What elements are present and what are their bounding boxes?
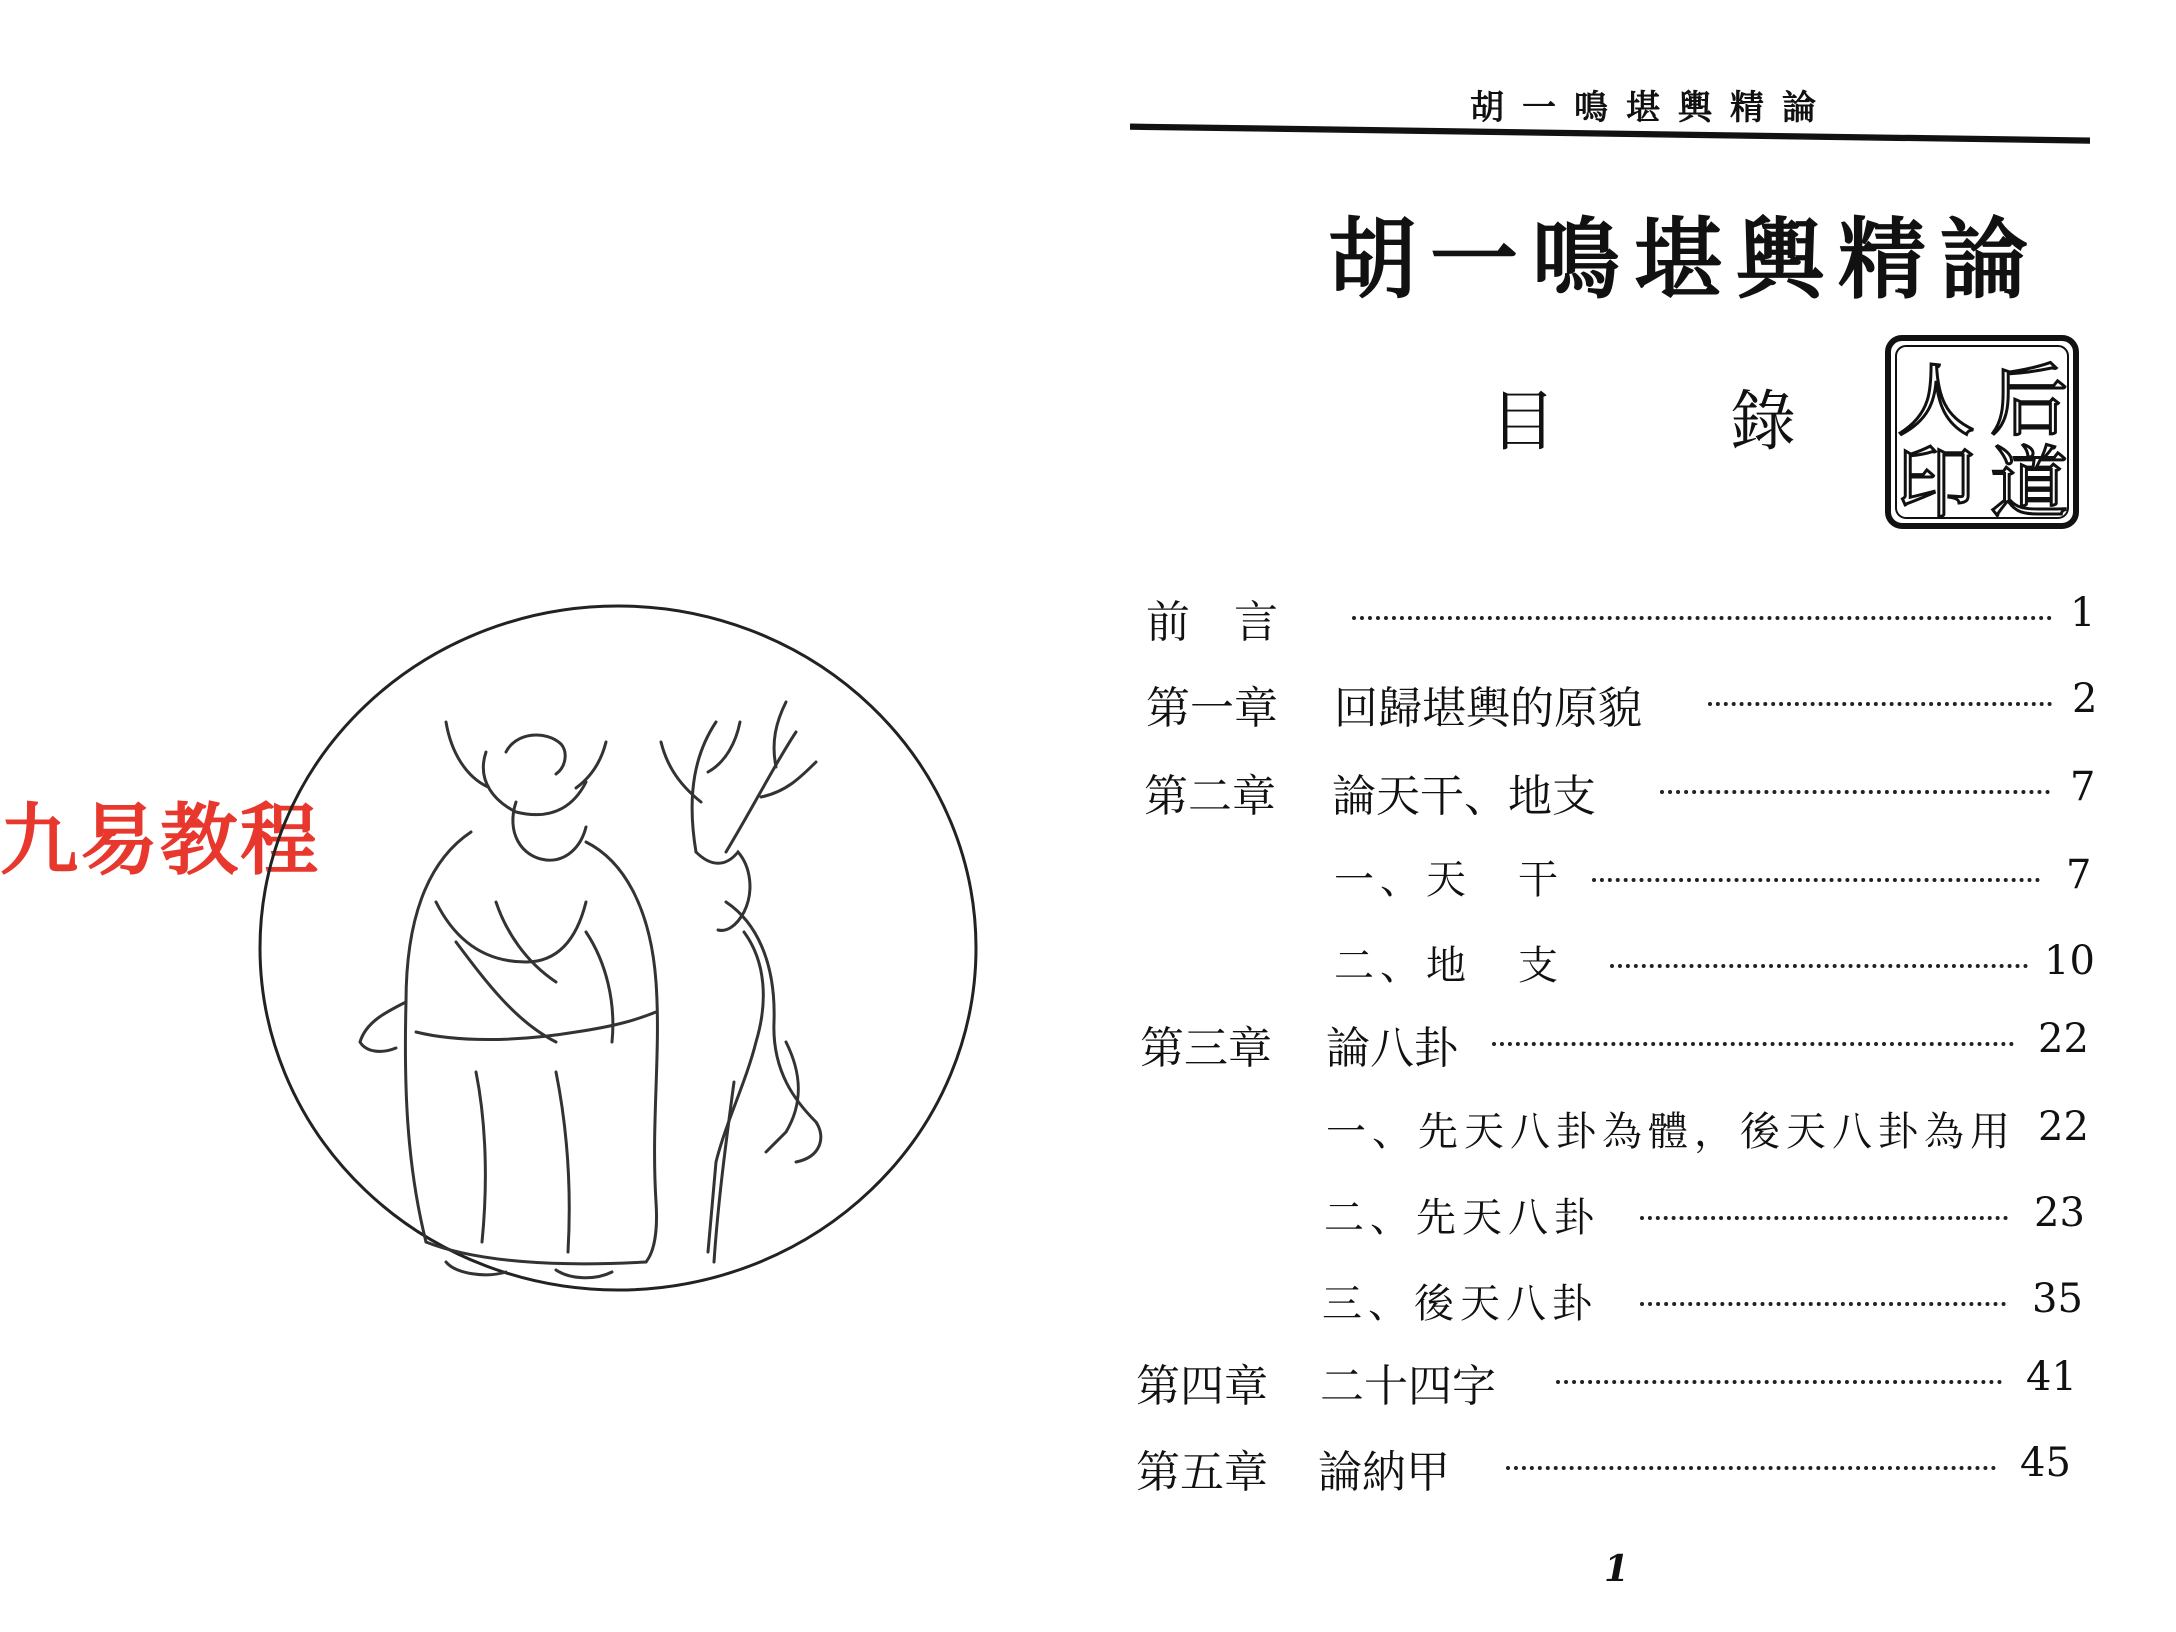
toc-entry-page: 10 xyxy=(2044,938,2095,984)
toc-entry[interactable] xyxy=(1146,586,2096,646)
toc-leader-dots xyxy=(1352,616,2052,620)
toc-entry-title: 二十四字 xyxy=(1320,1361,1496,1412)
toc-entry-title: 論納甲 xyxy=(1318,1447,1450,1498)
toc-entry-label: 第一章 xyxy=(1146,683,1278,734)
seal-char-2: 道 xyxy=(1989,439,2069,529)
toc-entry[interactable] xyxy=(1144,760,2094,820)
toc-leader-dots xyxy=(1506,1466,1996,1470)
seal-char-4: 印 xyxy=(1896,439,1976,529)
toc-entry-page: 1 xyxy=(2070,590,2096,636)
running-head: 胡一鳴堪輿精論 xyxy=(1470,88,1834,128)
toc-entry-page: 35 xyxy=(2032,1276,2083,1322)
toc-leader-dots xyxy=(1556,1380,2002,1384)
toc-heading-char-2: 錄 xyxy=(1730,383,1796,460)
toc-entry-label: 第五章 xyxy=(1136,1447,1268,1498)
toc-entry[interactable] xyxy=(1144,848,2094,908)
toc-leader-dots xyxy=(1610,964,2028,968)
toc-entry-label: 第二章 xyxy=(1144,771,1276,822)
toc-entry[interactable] xyxy=(1144,934,2094,994)
toc-entry-page: 23 xyxy=(2034,1190,2085,1236)
page-number: 1 xyxy=(1604,1548,1630,1590)
toc-entry-label: 第三章 xyxy=(1140,1023,1272,1074)
toc-leader-dots xyxy=(1660,790,2050,794)
toc-leader-dots xyxy=(1640,1216,2008,1220)
book-title: 胡一鳴堪輿精論 xyxy=(1328,207,2043,311)
toc-leader-dots xyxy=(1708,702,2052,706)
toc-entry-page: 22 xyxy=(2038,1104,2089,1150)
toc-entry-page: 22 xyxy=(2038,1016,2089,1062)
toc-entry[interactable] xyxy=(1140,1186,2090,1246)
toc-entry-page: 7 xyxy=(2066,852,2092,898)
toc-entry-title: 回歸堪輿的原貌 xyxy=(1334,683,1642,734)
toc-entry-title: 一、天 干 xyxy=(1334,857,1564,903)
toc-entry-title: 論天干、地支 xyxy=(1332,771,1596,822)
toc-entry-label: 前 言 xyxy=(1146,597,1278,648)
toc-entry[interactable] xyxy=(1140,1100,2090,1160)
toc-leader-dots xyxy=(1640,1302,2006,1306)
toc-entry[interactable] xyxy=(1136,1350,2086,1410)
toc-entry-title: 三、後天八卦 xyxy=(1322,1281,1598,1327)
toc-entry-label: 第四章 xyxy=(1136,1361,1268,1412)
toc-entry-title: 二、地 支 xyxy=(1334,943,1564,989)
toc-entry[interactable] xyxy=(1146,672,2096,732)
toc-entry-title: 二、先天八卦 xyxy=(1324,1195,1600,1241)
toc-entry[interactable] xyxy=(1140,1012,2090,1072)
toc-entry-title: 論八卦 xyxy=(1326,1023,1458,1074)
toc-entry[interactable] xyxy=(1140,1272,2090,1332)
toc-entry-title: 一、先天八卦為體，後天八卦為用 xyxy=(1326,1109,2016,1155)
seal-char-1: 后 xyxy=(1989,357,2069,447)
toc-entry-page: 7 xyxy=(2070,764,2096,810)
toc-leader-dots xyxy=(1492,1042,2014,1046)
toc-entry-page: 45 xyxy=(2020,1440,2071,1486)
seal-char-3: 人 xyxy=(1896,357,1976,447)
toc-leader-dots xyxy=(1592,878,2040,882)
watermark-text: 九易教程 xyxy=(0,796,321,886)
toc-entry[interactable] xyxy=(1136,1436,2086,1496)
toc-entry-page: 41 xyxy=(2026,1354,2077,1400)
toc-entry-page: 2 xyxy=(2072,676,2098,722)
toc-heading-char-1: 目 xyxy=(1490,383,1556,460)
